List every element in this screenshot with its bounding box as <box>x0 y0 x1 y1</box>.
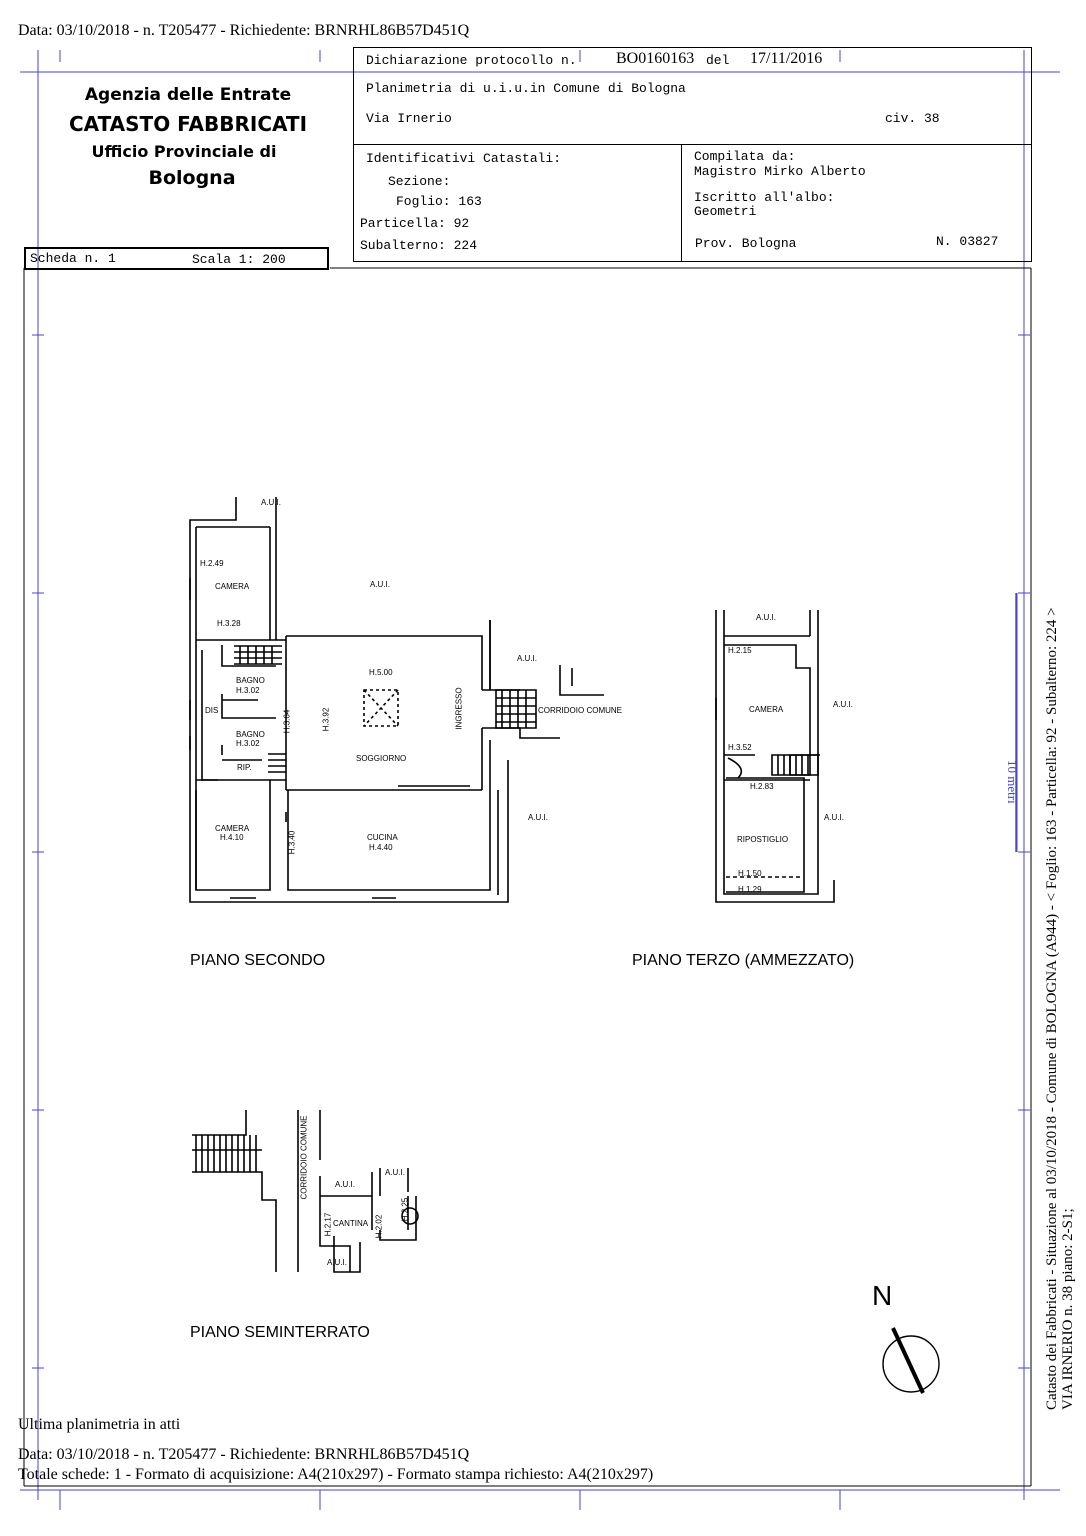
identificativi-title: Identificativi Catastali: <box>366 151 562 166</box>
label-height: H.2.83 <box>750 782 774 791</box>
label-height: H.3.28 <box>217 619 241 628</box>
label-room: CAMERA <box>749 705 784 714</box>
label-room: BAGNO <box>236 676 265 685</box>
floor-title-seminterrato: PIANO SEMINTERRATO <box>190 1324 370 1341</box>
label-height: H.3.92 <box>321 707 331 732</box>
label-height: H.3.52 <box>728 743 752 752</box>
label-room: RIPOSTIGLIO <box>737 835 789 844</box>
planimetria-text: Planimetria di u.i.u.in Comune di Bologna <box>366 81 686 96</box>
scale-bar-label: 10 metri <box>1005 760 1020 804</box>
side-text-main: Catasto dei Fabbricati - Situazione al 03/10/2018 - Comune di BOLOGNA (A944) - < Foglio: 163 - Particella: 92 - Subalterno: 224 > <box>1044 607 1060 1410</box>
agency-name: Agenzia delle Entrate <box>84 85 292 105</box>
label-aui: A.U.I. <box>261 498 282 507</box>
label-room: CAMERA <box>215 582 250 591</box>
floor-title-terzo: PIANO TERZO (AMMEZZATO) <box>632 952 855 969</box>
label-height: H.1.29 <box>738 885 762 894</box>
label-aui: A.U.I. <box>833 700 854 709</box>
footer-data: Data: 03/10/2018 - n. T205477 - Richiedente: BRNRHL86B57D451Q <box>18 1446 470 1463</box>
civic-number: civ. 38 <box>885 111 940 126</box>
footer-totale: Totale schede: 1 - Formato di acquisizione: A4(210x297) - Formato stampa richiesto: A4(210x297) <box>18 1466 654 1483</box>
label-height: H.4.40 <box>369 843 393 852</box>
label-aui: A.U.I. <box>824 813 845 822</box>
header-line: Data: 03/10/2018 - n. T205477 - Richiedente: BRNRHL86B57D451Q <box>18 22 470 39</box>
catasto-title: CATASTO FABBRICATI <box>68 112 308 136</box>
label-room: CANTINA <box>333 1219 369 1228</box>
label-height: H.2.02 <box>374 1214 384 1239</box>
compilata-name: Magistro Mirko Alberto <box>694 164 866 179</box>
label-room: DIS <box>205 706 219 715</box>
foglio-field: Foglio: 163 <box>396 194 482 209</box>
label-room: BAGNO <box>236 730 265 739</box>
label-corridor: CORRIDOIO COMUNE <box>538 706 622 715</box>
footer-ultima: Ultima planimetria in atti <box>18 1416 181 1433</box>
declaration-del: del <box>706 53 730 68</box>
compilata-title: Compilata da: <box>694 149 796 164</box>
label-height: H.3.02 <box>236 686 260 695</box>
label-room: CAMERA <box>215 824 250 833</box>
scheda-number: Scheda n. 1 <box>30 251 116 266</box>
label-room: SOGGIORNO <box>356 754 407 763</box>
iscritto-label: Iscritto all'albo: <box>694 190 835 205</box>
ufficio-label: Ufficio Provinciale di <box>91 142 277 161</box>
registration-number: N. 03827 <box>936 234 999 249</box>
label-room: INGRESSO <box>454 687 464 730</box>
declaration-number: BO0160163 <box>616 50 695 67</box>
side-text-address: VIA IRNERIO n. 38 piano: 2-S1; <box>1060 1208 1076 1410</box>
label-corridor: CORRIDOIO COMUNE <box>299 1115 309 1200</box>
sezione-field: Sezione: <box>388 174 451 189</box>
label-height: H.3.40 <box>287 830 297 855</box>
prov-value: Prov. Bologna <box>695 236 797 251</box>
floor-title-secondo: PIANO SECONDO <box>190 952 326 969</box>
label-height: H.4.10 <box>220 833 244 842</box>
label-aui: A.U.I. <box>335 1180 356 1189</box>
declaration-label: Dichiarazione protocollo n. <box>366 53 577 68</box>
label-height: H.2.25 <box>400 1197 410 1222</box>
street-text: Via Irnerio <box>366 111 452 126</box>
label-aui: A.U.I. <box>517 654 538 663</box>
label-height: H.5.00 <box>369 668 393 677</box>
label-height: H.2.49 <box>200 559 224 568</box>
label-room: RIP. <box>237 763 252 772</box>
albo-value: Geometri <box>694 204 757 219</box>
label-aui: A.U.I. <box>756 613 777 622</box>
label-room: CUCINA <box>367 833 398 842</box>
declaration-date: 17/11/2016 <box>750 50 823 67</box>
ufficio-city: Bologna <box>148 167 236 189</box>
particella-field: Particella: 92 <box>360 216 470 231</box>
label-aui: A.U.I. <box>528 813 549 822</box>
label-aui: A.U.I. <box>370 580 391 589</box>
label-height: H.3.64 <box>282 709 292 734</box>
label-aui: A.U.I. <box>385 1168 406 1177</box>
label-aui: A.U.I. <box>327 1258 348 1267</box>
scala-value: Scala 1: 200 <box>192 252 286 267</box>
label-height: H.3.02 <box>236 739 260 748</box>
north-label: N <box>872 1280 893 1311</box>
label-height: H.2.15 <box>728 646 752 655</box>
label-height: H.1.50 <box>738 869 762 878</box>
subalterno-field: Subalterno: 224 <box>360 238 478 253</box>
label-height: H.2.17 <box>323 1212 333 1237</box>
